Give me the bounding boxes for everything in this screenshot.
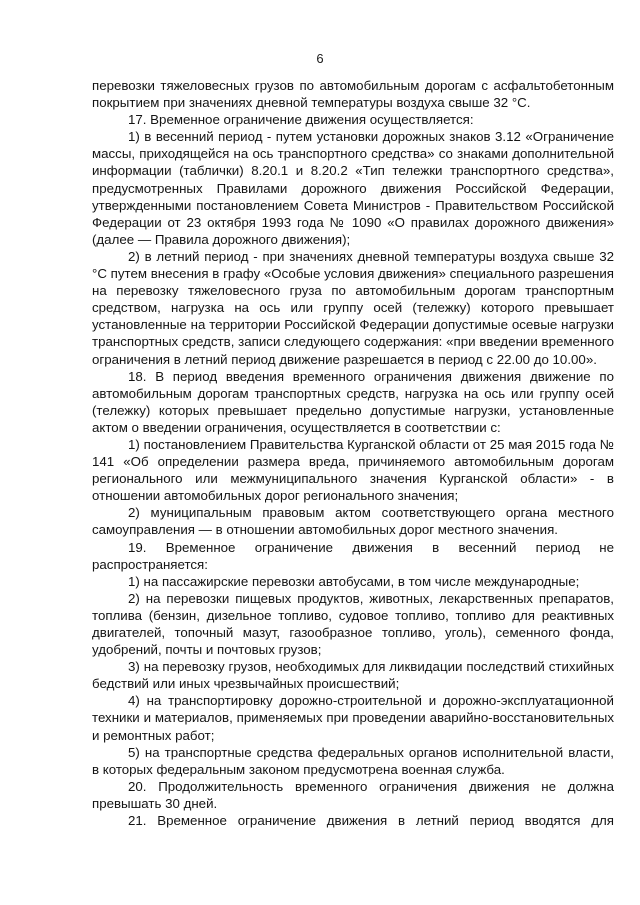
paragraph-18-item-1: 1) постановлением Правительства Курганской области от 25 мая 2015 года № 141 «Об определении размера вреда, причиняемого автомобильным дорогам регионального или межмуниципального значения Курганской области» - в отношении автомобильных дорог регионального значения; (92, 436, 614, 504)
paragraph-19: 19. Временное ограничение движения в весенний период не распространяется: (92, 539, 614, 572)
paragraph-18-item-2: 2) муниципальным правовым актом соответствующего органа местного самоуправления — в отношении автомобильных дорог местного значения. (92, 505, 614, 538)
paragraph-21: 21. Временное ограничение движения в летний период вводятся для (128, 813, 614, 829)
document-body (92, 77, 614, 829)
paragraph-19-item-1: 1) на пассажирские перевозки автобусами, в том числе международные; (128, 573, 580, 589)
paragraph-19-item-2: 2) на перевозки пищевых продуктов, животных, лекарственных препаратов, топлива (бензин, дизельное топливо, судовое топливо, топливо для реактивных двигателей, топочный мазут, газообразное топливо, уголь), семенного фонда, удобрений, почты и почтовых грузов; (92, 590, 614, 658)
paragraph-17-item-1: 1) в весенний период - путем установки дорожных знаков 3.12 «Ограничение массы, приходящейся на ось транспортного средства» со знаками дополнительной информации (таблички) 8.20.1 и 8.20.2 «Тип тележки транспортного средства», предусмотренных Правилами дорожного движения Российской Федерации, утвержденными постановлением Совета Министров - Правительством Российской Федерации от 23 октября 1993 года № 1090 «О правилах дорожного движения» (далее — Правила дорожного движения); (92, 129, 614, 247)
paragraph-18: 18. В период введения временного ограничения движения движение по автомобильным дорогам транспортных средств, нагрузка на ось или группу осей (тележку) которых превышает предельно допустимые нагрузки, установленные актом о введении ограничения, осуществляется в соответствии с: (92, 368, 614, 435)
paragraph-17-item-2: 2) в летний период - при значениях дневной температуры воздуха свыше 32 °C путем внесения в графу «Особые условия движения» специального разрешения на перевозку тяжеловесного груза по автомобильным дорогам транспортным средством, нагрузка на ось или группу осей (тележку) которого превышает установленные на территории Российской Федерации допустимые осевые нагрузки транспортных средств, записи следующего содержания: «при введении временного ограничения в летний период движение разрешается в период с 22.00 до 10.00». (92, 248, 614, 367)
paragraph-19-item-3: 3) на перевозку грузов, необходимых для ликвидации последствий стихийных бедствий или иных чрезвычайных происшествий; (92, 659, 614, 692)
paragraph-19-item-5: 5) на транспортные средства федеральных органов исполнительной власти, в которых федеральным законом предусмотрена военная служба. (92, 744, 614, 777)
paragraph-17: 17. Временное ограничение движения осуществляется: (128, 112, 474, 128)
page-number: 6 (316, 51, 324, 66)
paragraph-continuation: перевозки тяжеловесных грузов по автомобильным дорогам с асфальтобетонным покрытием при значениях дневной температуры воздуха свыше 32 °C. (92, 78, 614, 111)
paragraph-20: 20. Продолжительность временного ограничения движения не должна превышать 30 дней. (92, 778, 614, 811)
paragraph-19-item-4: 4) на транспортировку дорожно-строительной и дорожно-эксплуатационной техники и материалов, применяемых при проведении аварийно-восстановительных и ремонтных работ; (92, 693, 614, 743)
